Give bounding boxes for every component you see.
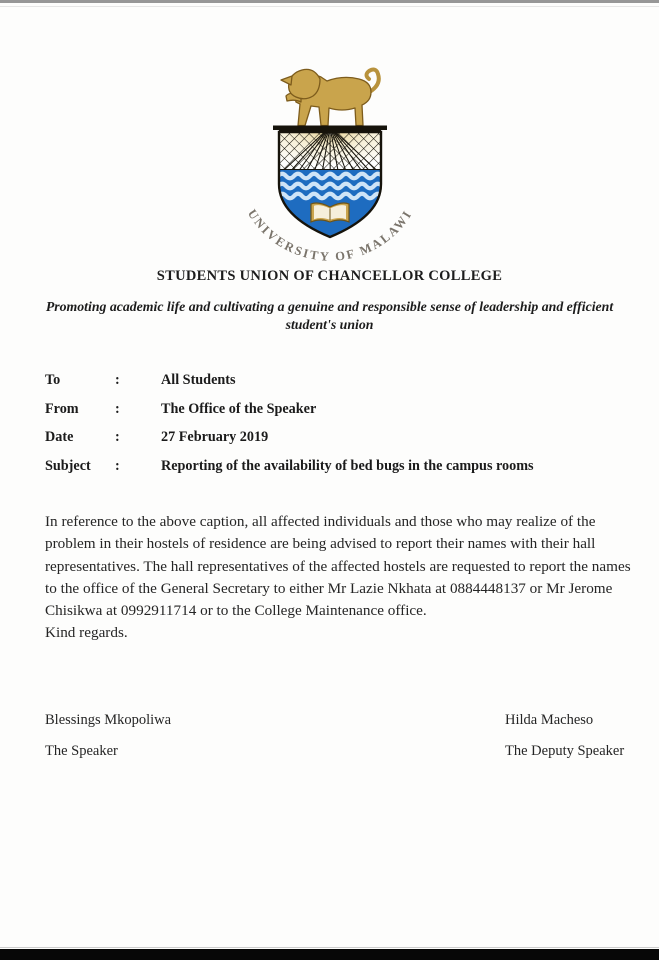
field-separator: :	[115, 400, 120, 417]
field-value: 27 February 2019	[161, 429, 269, 446]
field-separator: :	[115, 429, 120, 446]
shield-blue-field	[278, 170, 382, 240]
memo-fields	[45, 372, 625, 487]
signatory-name: Hilda Macheso	[505, 712, 594, 728]
field-value: All Students	[161, 372, 236, 388]
scan-artifact-bottom	[0, 949, 659, 960]
scan-artifact-top	[0, 0, 659, 3]
signatory-name: Blessings Mkopoliwa	[45, 712, 172, 728]
memo-field-date	[45, 429, 625, 446]
field-label: Subject	[45, 458, 91, 475]
signatory-title: The Deputy Speaker	[505, 743, 625, 759]
field-value: Reporting of the availability of bed bugs in the campus rooms	[161, 458, 534, 475]
university-of-malawi-crest	[230, 64, 430, 264]
field-label: To	[45, 372, 61, 388]
crest-svg	[230, 64, 430, 264]
field-label: From	[45, 400, 79, 417]
scan-artifact-bottom-stripe	[0, 947, 659, 948]
memo-field-from	[45, 401, 625, 418]
signature-left	[45, 712, 171, 760]
body-paragraph: In reference to the above caption, all affected individuals and those who may realize of the problem in their hostels of residence are being advised to report their names with their hall representatives. The hall representatives of the affected hostels are requested to report the names to the office of the General Secretary to either Mr Lazie Nkhata at 0884448137 or Mr Jerome Chisikwa at 0992911714 or to the College Maintenance office.	[45, 513, 631, 620]
organization-title: STUDENTS UNION OF CHANCELLOR COLLEGE	[156, 268, 503, 284]
field-value: The Office of the Speaker	[161, 400, 317, 417]
scan-artifact-top-stripe	[0, 6, 659, 7]
field-label: Date	[45, 429, 74, 446]
lion-icon	[281, 69, 379, 125]
memo-field-to	[45, 372, 625, 389]
memo-field-subject	[45, 458, 625, 475]
memo-body	[45, 511, 637, 645]
field-separator: :	[115, 458, 120, 475]
signature-block	[45, 712, 629, 760]
tagline: Promoting academic life and cultivating a genuine and responsible sense of leadership and efficient student's union	[45, 299, 614, 332]
signatory-title: The Speaker	[45, 743, 118, 759]
field-separator: :	[115, 372, 120, 388]
body-closing: Kind regards.	[45, 624, 128, 642]
signature-right	[505, 712, 629, 760]
ring-text-path: UNIVERSITY OF MALAWI	[244, 206, 415, 264]
